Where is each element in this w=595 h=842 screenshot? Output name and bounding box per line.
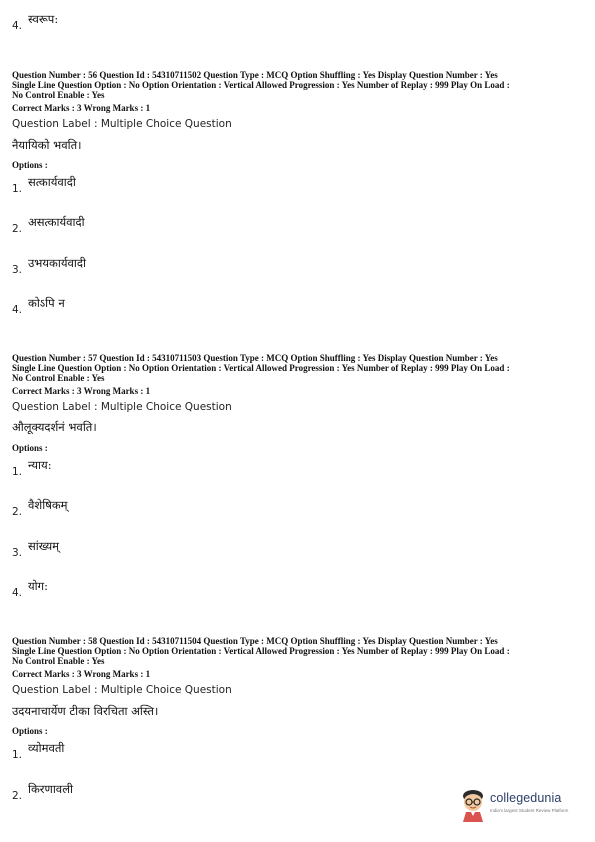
- option-number: 1.: [12, 183, 23, 195]
- options-heading: Options :: [12, 726, 48, 736]
- option-number: 4.: [12, 304, 23, 316]
- option-text: कोऽपि न: [28, 296, 65, 310]
- option-item[interactable]: [12, 579, 212, 599]
- option-text: न्याय:: [28, 458, 52, 472]
- option-number: 1.: [12, 466, 23, 478]
- option-text: उभयकार्यवादी: [28, 256, 86, 270]
- question-text: नैयायिको भवति।: [12, 138, 82, 152]
- question-meta: [12, 353, 582, 383]
- option-item[interactable]: [12, 539, 212, 559]
- brand-name: collegedunia: [490, 791, 562, 805]
- meta-line: No Control Enable : Yes: [12, 90, 105, 100]
- question-meta: [12, 636, 582, 666]
- option-number: 4.: [12, 587, 23, 599]
- meta-line: Question Number : 57 Question Id : 54310711503 Question Type : MCQ Option Shuffling : Yes Display Question Number : Yes: [12, 353, 498, 363]
- option-item[interactable]: [12, 215, 212, 235]
- option-text: स्वरूप:: [28, 12, 59, 26]
- marks-line: Correct Marks : 3 Wrong Marks : 1: [12, 103, 151, 113]
- meta-line: Single Line Question Option : No Option Orientation : Vertical Allowed Progression : Yes Number of Replay : 999 Play On Load :: [12, 363, 510, 373]
- options-heading: Options :: [12, 443, 48, 453]
- option-item[interactable]: [12, 782, 212, 802]
- question-meta: [12, 70, 582, 100]
- option-item: [12, 12, 212, 32]
- meta-line: No Control Enable : Yes: [12, 656, 105, 666]
- question-label: Question Label : Multiple Choice Question: [12, 684, 232, 696]
- marks-line: Correct Marks : 3 Wrong Marks : 1: [12, 669, 151, 679]
- question-label: Question Label : Multiple Choice Question: [12, 401, 232, 413]
- meta-line: Question Number : 56 Question Id : 54310711502 Question Type : MCQ Option Shuffling : Yes Display Question Number : Yes: [12, 70, 498, 80]
- option-text: असत्कार्यवादी: [28, 215, 85, 229]
- option-item[interactable]: [12, 256, 212, 276]
- meta-line: Single Line Question Option : No Option Orientation : Vertical Allowed Progression : Yes Number of Replay : 999 Play On Load :: [12, 646, 510, 656]
- meta-line: No Control Enable : Yes: [12, 373, 105, 383]
- option-number: 3.: [12, 547, 23, 559]
- option-text: योग:: [28, 579, 48, 593]
- question-text: औलूक्यदर्शनं भवति।: [12, 420, 97, 434]
- collegedunia-logo: [458, 788, 583, 822]
- option-item[interactable]: [12, 498, 212, 518]
- option-number: 2.: [12, 790, 23, 802]
- mascot-icon: [458, 788, 488, 822]
- option-item[interactable]: [12, 741, 212, 761]
- question-text: उदयनाचार्येण टीका विरचिता अस्ति।: [12, 704, 159, 718]
- brand-tagline: India's largest Student Review Platform: [490, 808, 569, 813]
- option-item[interactable]: [12, 458, 212, 478]
- option-item[interactable]: [12, 175, 212, 195]
- option-number: 1.: [12, 749, 23, 761]
- meta-line: Question Number : 58 Question Id : 54310711504 Question Type : MCQ Option Shuffling : Yes Display Question Number : Yes: [12, 636, 498, 646]
- option-text: सत्कार्यवादी: [28, 175, 76, 189]
- options-heading: Options :: [12, 160, 48, 170]
- option-item[interactable]: [12, 296, 212, 316]
- option-text: किरणावली: [28, 782, 73, 796]
- option-text: व्योमवती: [28, 741, 65, 755]
- option-number: 4.: [12, 20, 23, 32]
- meta-line: Single Line Question Option : No Option Orientation : Vertical Allowed Progression : Yes Number of Replay : 999 Play On Load :: [12, 80, 510, 90]
- option-number: 2.: [12, 506, 23, 518]
- option-text: वैशेषिकम्: [28, 498, 68, 512]
- question-label: Question Label : Multiple Choice Question: [12, 118, 232, 130]
- marks-line: Correct Marks : 3 Wrong Marks : 1: [12, 386, 151, 396]
- option-text: सांख्यम्: [28, 539, 60, 553]
- option-number: 3.: [12, 264, 23, 276]
- option-number: 2.: [12, 223, 23, 235]
